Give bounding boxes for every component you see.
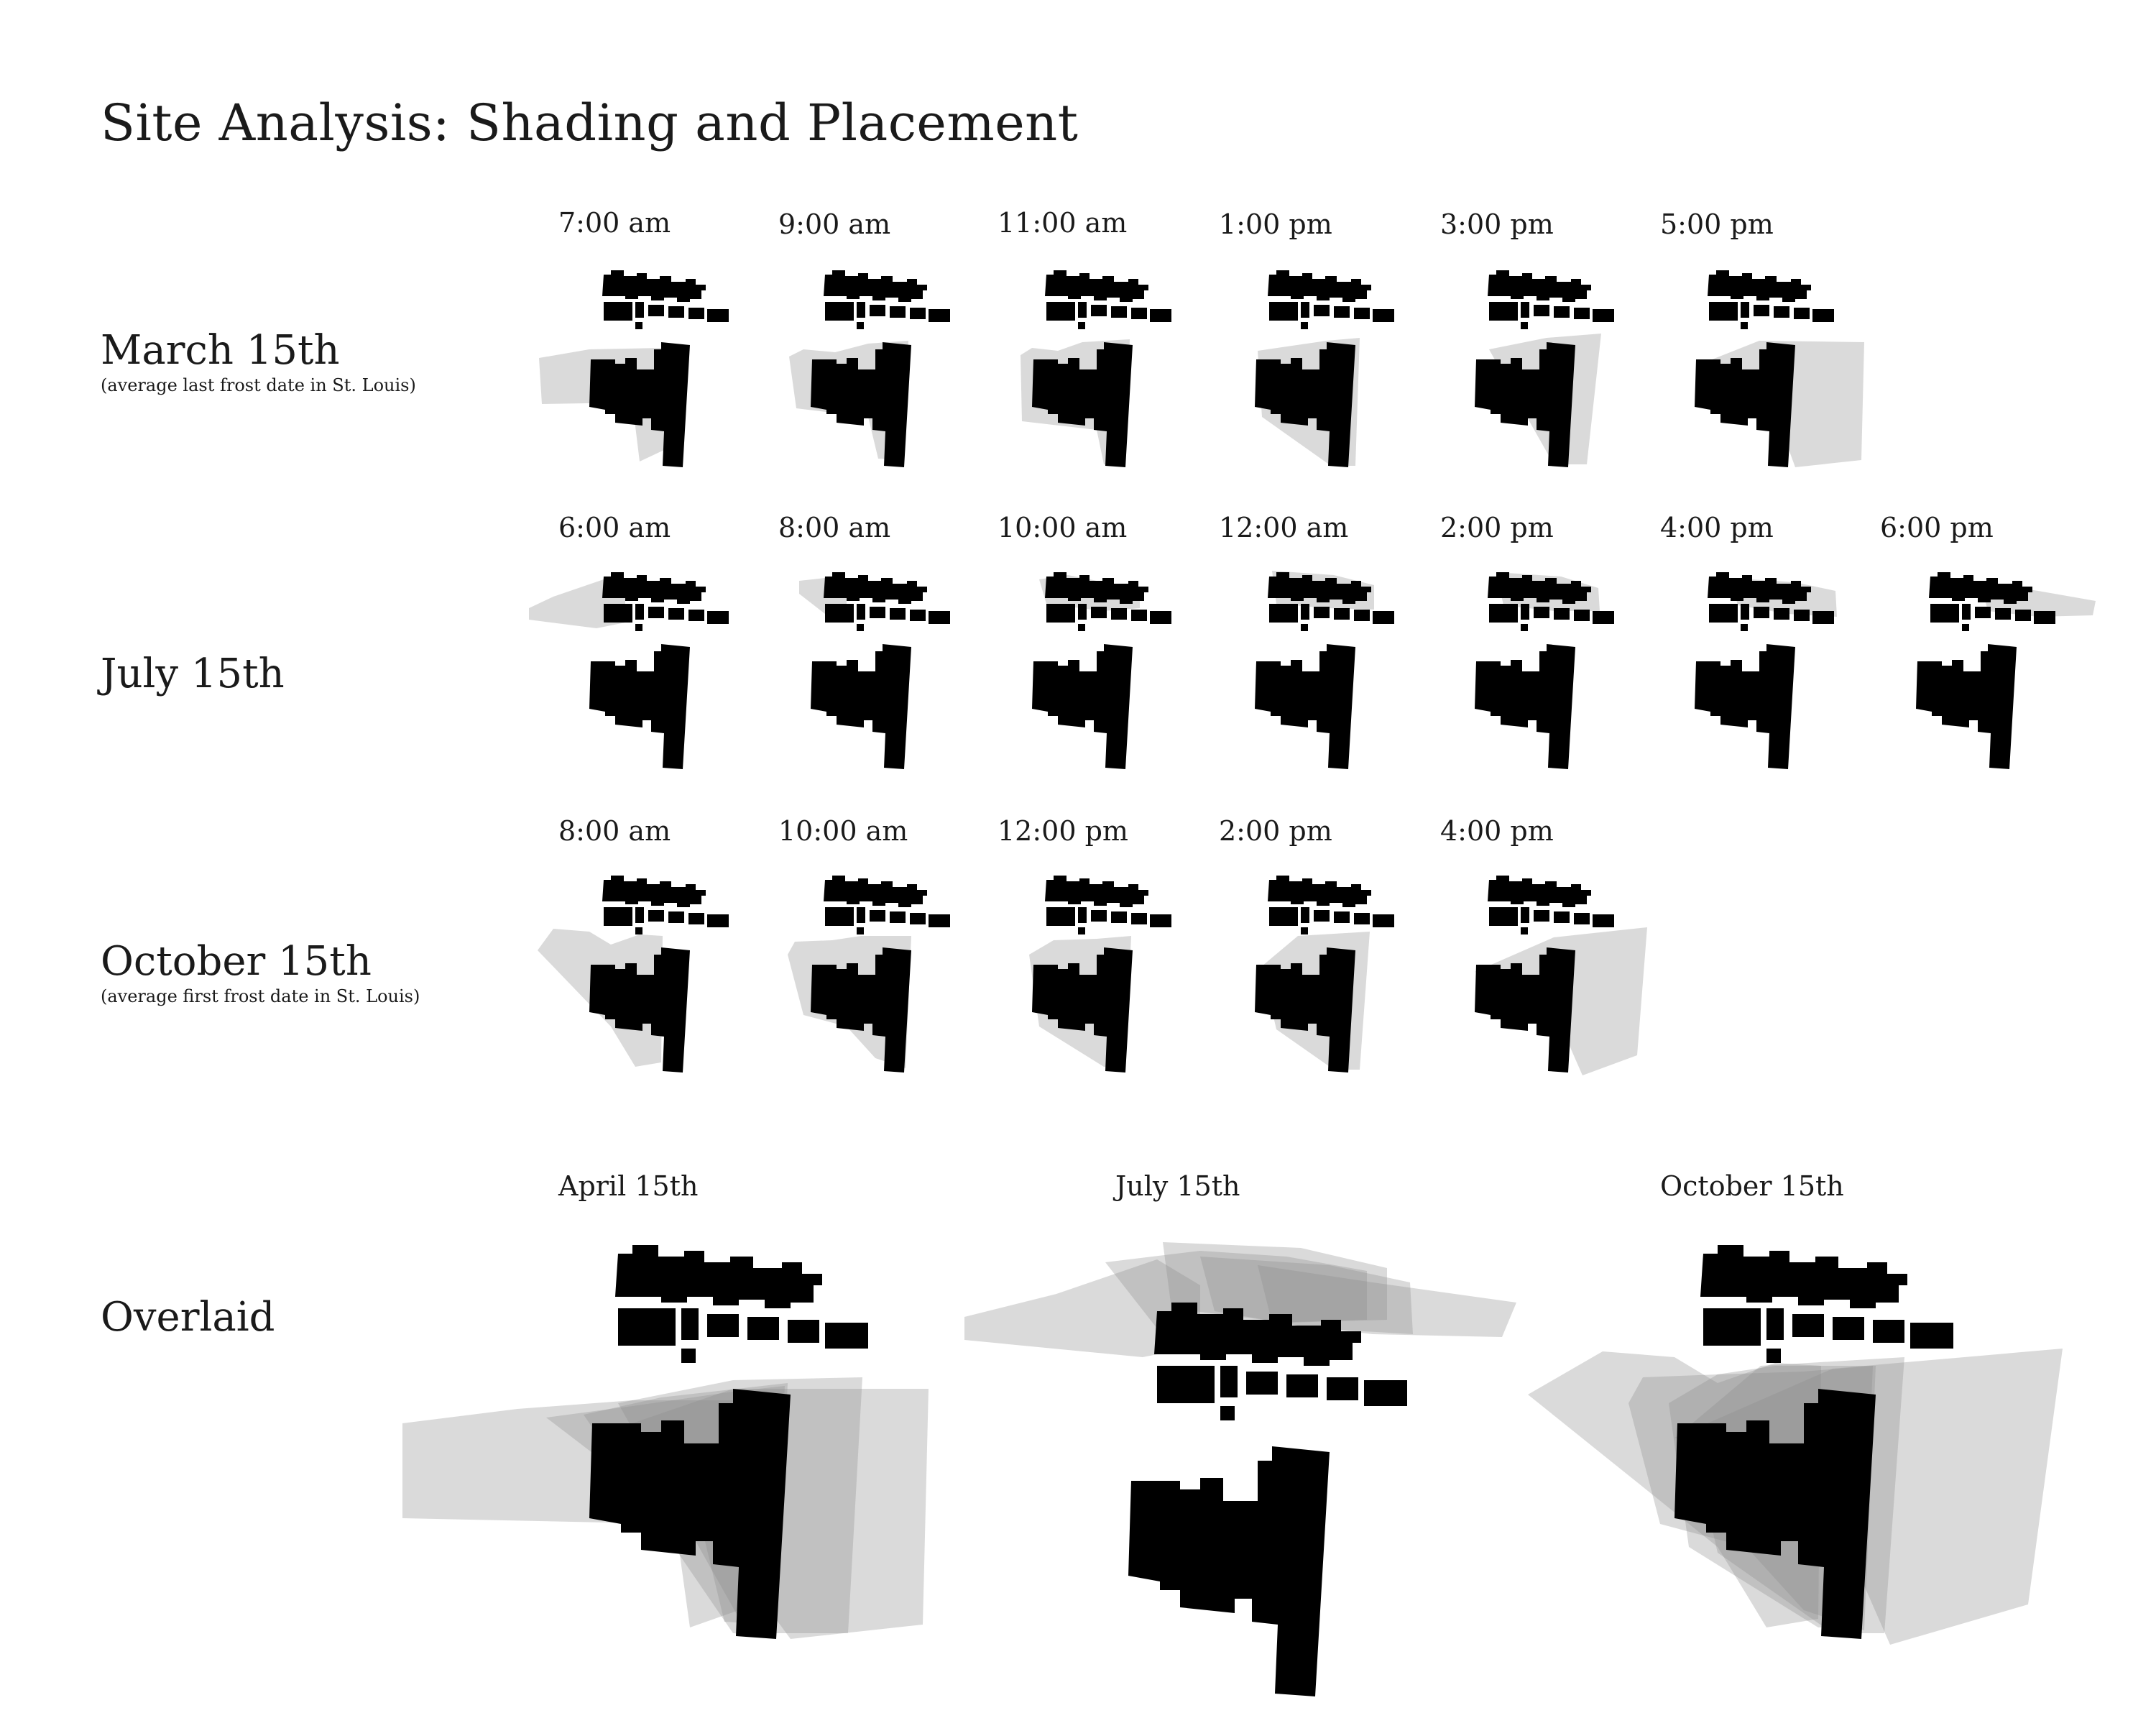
time-label: 2:00 pm — [1440, 512, 1554, 543]
row-sublabel-october: (average first frost date in St. Louis) — [101, 986, 420, 1006]
time-label: 7:00 am — [558, 207, 671, 239]
time-label: 5:00 pm — [1660, 208, 1774, 240]
shadow-plan-march-1700 — [1666, 266, 1867, 460]
shadow-plan-july-1800 — [1887, 568, 2117, 762]
overlaid-plan-july — [956, 1222, 1545, 1625]
shadow-plan-october-1400 — [1226, 871, 1399, 1065]
shadow-plan-july-0800 — [782, 568, 954, 762]
row-label-july: July 15th — [101, 651, 285, 697]
time-label: 1:00 pm — [1219, 208, 1332, 240]
overlaid-plan-april — [388, 1222, 906, 1610]
row-sublabel-march: (average last frost date in St. Louis) — [101, 375, 416, 395]
shadow-plan-july-1600 — [1666, 568, 1853, 762]
row-label-october: October 15th — [101, 938, 372, 985]
overlaid-panel-label: July 15th — [1115, 1170, 1240, 1202]
shadow-plan-october-0800 — [561, 871, 733, 1065]
time-label: 8:00 am — [558, 815, 671, 847]
shadow-plan-march-1300 — [1226, 266, 1399, 460]
time-label: 4:00 pm — [1440, 815, 1554, 847]
shadow-plan-march-1100 — [1003, 266, 1176, 460]
overlaid-plan-october — [1516, 1222, 2077, 1610]
time-label: 4:00 pm — [1660, 512, 1774, 543]
shadow-plan-october-1200 — [1003, 871, 1176, 1065]
shadow-plan-july-1200 — [1226, 568, 1399, 762]
time-label: 10:00 am — [998, 512, 1128, 543]
shadow-plan-october-1600 — [1446, 871, 1662, 1065]
time-label: 6:00 pm — [1880, 512, 1994, 543]
time-label: 12:00 am — [1219, 512, 1349, 543]
time-label: 10:00 am — [778, 815, 908, 847]
shadow-plan-march-1500 — [1446, 266, 1633, 460]
time-label: 12:00 pm — [998, 815, 1128, 847]
shadow-plan-july-1400 — [1446, 568, 1618, 762]
time-label: 6:00 am — [558, 512, 671, 543]
shadow-plan-july-0600 — [561, 568, 733, 762]
shadow-plan-march-0900 — [782, 266, 954, 460]
overlaid-panel-label: October 15th — [1660, 1170, 1844, 1202]
overlaid-panel-label: April 15th — [558, 1170, 699, 1202]
shadow-plan-march-0700 — [561, 266, 733, 460]
time-label: 8:00 am — [778, 512, 891, 543]
shadow-plan-october-1000 — [782, 871, 954, 1065]
page-title: Site Analysis: Shading and Placement — [101, 93, 1079, 152]
shadow-plan-july-1000 — [1003, 568, 1176, 762]
time-label: 9:00 am — [778, 208, 891, 240]
time-label: 2:00 pm — [1219, 815, 1332, 847]
row-label-overlaid: Overlaid — [101, 1294, 275, 1341]
time-label: 11:00 am — [998, 207, 1128, 239]
row-label-march: March 15th — [101, 327, 340, 374]
time-label: 3:00 pm — [1440, 208, 1554, 240]
